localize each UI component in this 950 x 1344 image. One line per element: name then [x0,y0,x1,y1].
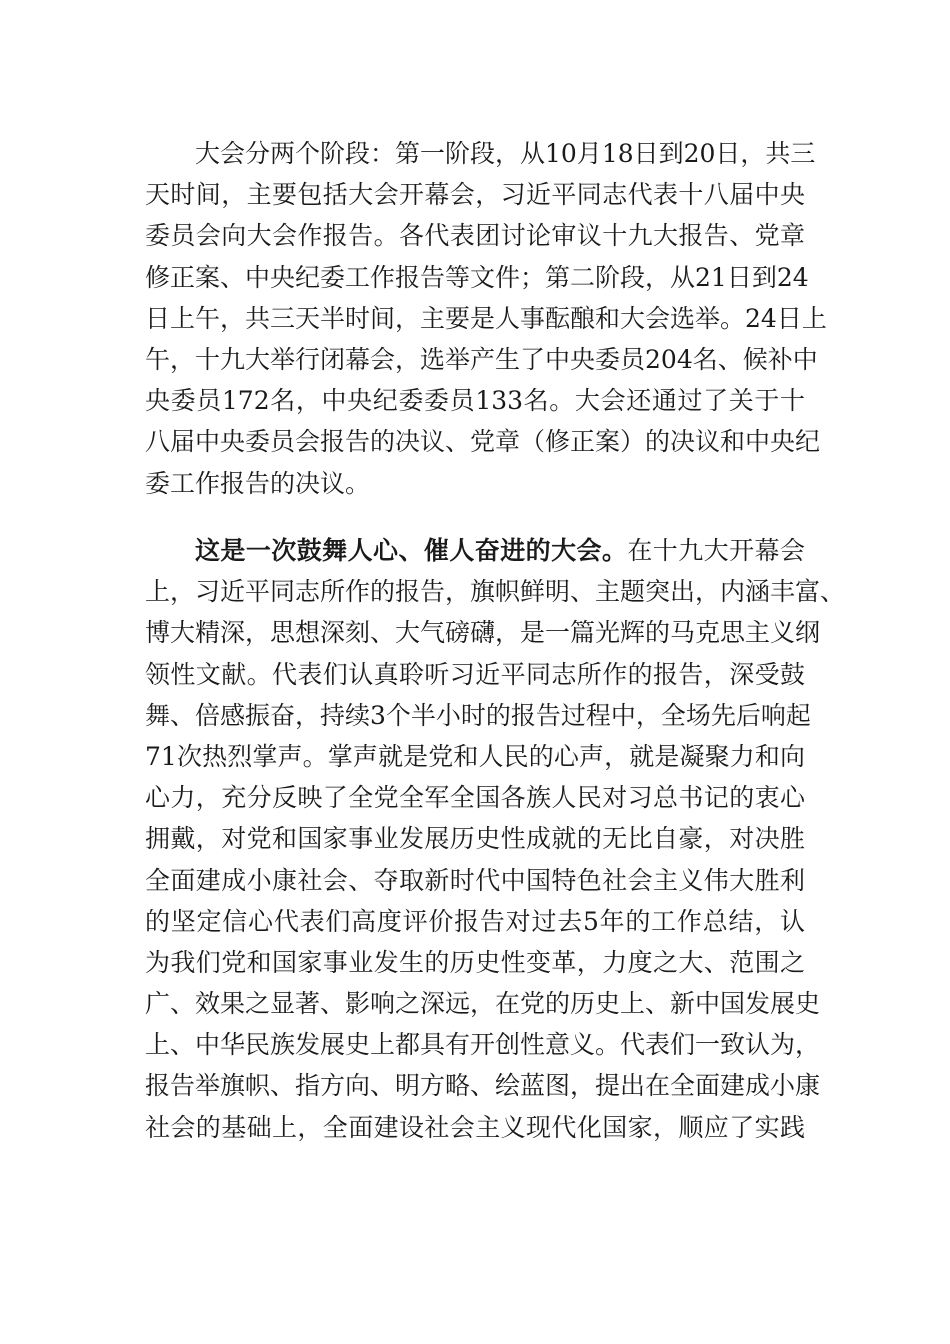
text-line: 广、效果之显著、影响之深远，在党的历史上、新中国发展史 [145,989,821,1019]
text-line: 领性文献。代表们认真聆听习近平同志所作的报告，深受鼓 [145,659,805,689]
text-line: 全面建成小康社会、夺取新时代中国特色社会主义伟大胜利 [145,865,805,895]
text-line: 的坚定信心代表们高度评价报告对过去5年的工作总结，认 [145,906,805,936]
text-line: 委员会向大会作报告。各代表团讨论审议十九大报告、党章 [145,221,805,251]
text-line: 报告举旗帜、指方向、明方略、绘蓝图，提出在全面建成小康 [145,1071,821,1101]
text-line: 天时间，主要包括大会开幕会，习近平同志代表十八届中央 [145,180,805,210]
text-line: 央委员172名，中央纪委委员133名。大会还通过了关于十 [145,386,805,416]
text-line-first [145,530,805,571]
text-line: 社会的基础上，全面建设社会主义现代化国家，顺应了实践 [145,1112,805,1142]
text-line: 博大精深，思想深刻、大气磅礴，是一篇光辉的马克思主义纲 [145,618,821,648]
text-line: 午，十九大举行闭幕会，选举产生了中央委员204名、候补中 [145,344,818,374]
text-line: 71次热烈掌声。掌声就是党和人民的心声，就是凝聚力和向 [145,741,805,771]
paragraph-inspiring-congress [145,530,846,1148]
text-line: 拥戴，对党和国家事业发展历史性成就的无比自豪，对决胜 [145,824,805,854]
text-line: 为我们党和国家事业发生的历史性变革，力度之大、范围之 [145,947,805,977]
paragraph-lead-heading: 这是一次鼓舞人心、催人奋进的大会。 [195,536,628,565]
text-line: 八届中央委员会报告的决议、党章（修正案）的决议和中央纪 [145,427,821,457]
text-line: 上，习近平同志所作的报告，旗帜鲜明、主题突出，内涵丰富、 [145,577,846,607]
text-line-rest: 在十九大开幕会 [627,536,805,565]
text-line: 大会分两个阶段：第一阶段，从10月18日到20日，共三 [195,139,816,168]
text-line: 心力，充分反映了全党全军全国各族人民对习总书记的衷心 [145,783,805,813]
text-line: 委工作报告的决议。 [145,468,371,498]
paragraph-stage-overview [145,133,827,504]
text-line: 修正案、中央纪委工作报告等文件；第二阶段，从21日到24 [145,262,809,292]
text-line: 上、中华民族发展史上都具有开创性意义。代表们一致认为， [145,1030,821,1060]
text-line: 日上午，共三天半时间，主要是人事酝酿和大会选举。24日上 [145,303,827,333]
text-line: 舞、倍感振奋，持续3个半小时的报告过程中，全场先后响起 [145,700,811,730]
